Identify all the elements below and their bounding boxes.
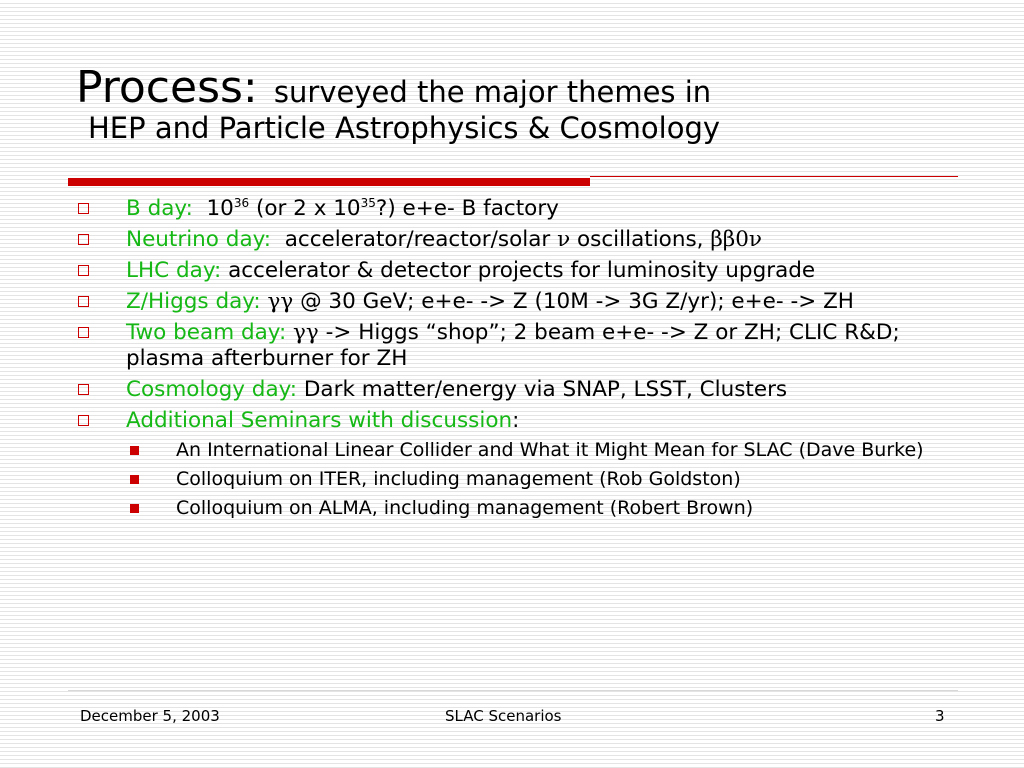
bullet-text: (or 2 x 10 [255,196,361,221]
exponent: 35 [360,195,376,210]
bullet-label: LHC day: [126,258,222,283]
title-main: Process: [76,62,258,113]
title-line2: HEP and Particle Astrophysics & Cosmology [88,111,721,145]
bullet-label: Additional Seminars with discussion [126,408,513,433]
hollow-square-bullet-icon [78,296,89,307]
footer-page-number: 3 [935,707,945,725]
hollow-square-bullet-icon [78,234,89,245]
greek-symbol: ββ0ν [710,227,762,252]
bullet-text: ?) e+e- B factory [375,196,559,221]
bullet-lhc-day [76,258,956,284]
filled-square-bullet-icon [130,504,139,513]
bullet-text: accelerator/reactor/solar [284,227,551,252]
bullet-b-day [76,196,956,222]
bullet-label: Z/Higgs day: [126,289,261,314]
bullet-label: Neutrino day: [126,227,272,252]
bullet-text: -> Higgs “shop”; 2 beam e+e- -> Z or ZH; CLIC R&D; plasma afterburner for ZH [126,320,900,371]
bullet-z-higgs-day [76,289,956,315]
sub-bullet [76,468,956,491]
bullet-neutrino-day [76,227,956,253]
bullet-label: Cosmology day: [126,377,298,402]
hollow-square-bullet-icon [78,384,89,395]
footer-divider [68,690,958,691]
bullet-two-beam-day [76,320,956,372]
slide-title [76,62,720,145]
title-divider-thick [68,178,590,186]
title-sub: surveyed the major themes in [273,75,712,109]
sub-bullet-text: Colloquium on ALMA, including management (Robert Brown) [176,497,754,519]
footer-title: SLAC Scenarios [445,707,562,725]
title-divider-thin [590,176,958,177]
greek-symbol: γγ [267,289,294,314]
bullet-label: B day: [126,196,193,221]
bullet-text: Dark matter/energy via SNAP, LSST, Clusters [303,377,788,402]
hollow-square-bullet-icon [78,265,89,276]
greek-symbol: γγ [293,320,319,345]
bullet-cosmology-day [76,377,956,403]
bullet-text: accelerator & detector projects for luminosity upgrade [228,258,816,283]
hollow-square-bullet-icon [78,203,89,214]
bullet-label: Two beam day: [126,320,287,345]
sub-bullet-text: An International Linear Collider and What it Might Mean for SLAC (Dave Burke) [176,439,924,461]
hollow-square-bullet-icon [78,327,89,338]
filled-square-bullet-icon [130,475,139,484]
sub-bullet [76,497,956,520]
exponent: 36 [233,195,250,210]
bullet-text: 10 [206,196,234,221]
greek-symbol: ν [557,227,571,252]
hollow-square-bullet-icon [78,415,89,426]
sub-bullet [76,439,956,462]
filled-square-bullet-icon [130,446,139,455]
bullet-additional-seminars [76,408,956,434]
bullet-list [76,196,956,526]
bullet-text: @ 30 GeV; e+e- -> Z (10M -> 3G Z/yr); e+e- -> ZH [300,289,854,314]
sub-bullet-text: Colloquium on ITER, including management (Rob Goldston) [176,468,741,490]
bullet-text: oscillations, [577,227,704,252]
bullet-colon: : [512,408,520,433]
footer-date: December 5, 2003 [80,707,220,725]
